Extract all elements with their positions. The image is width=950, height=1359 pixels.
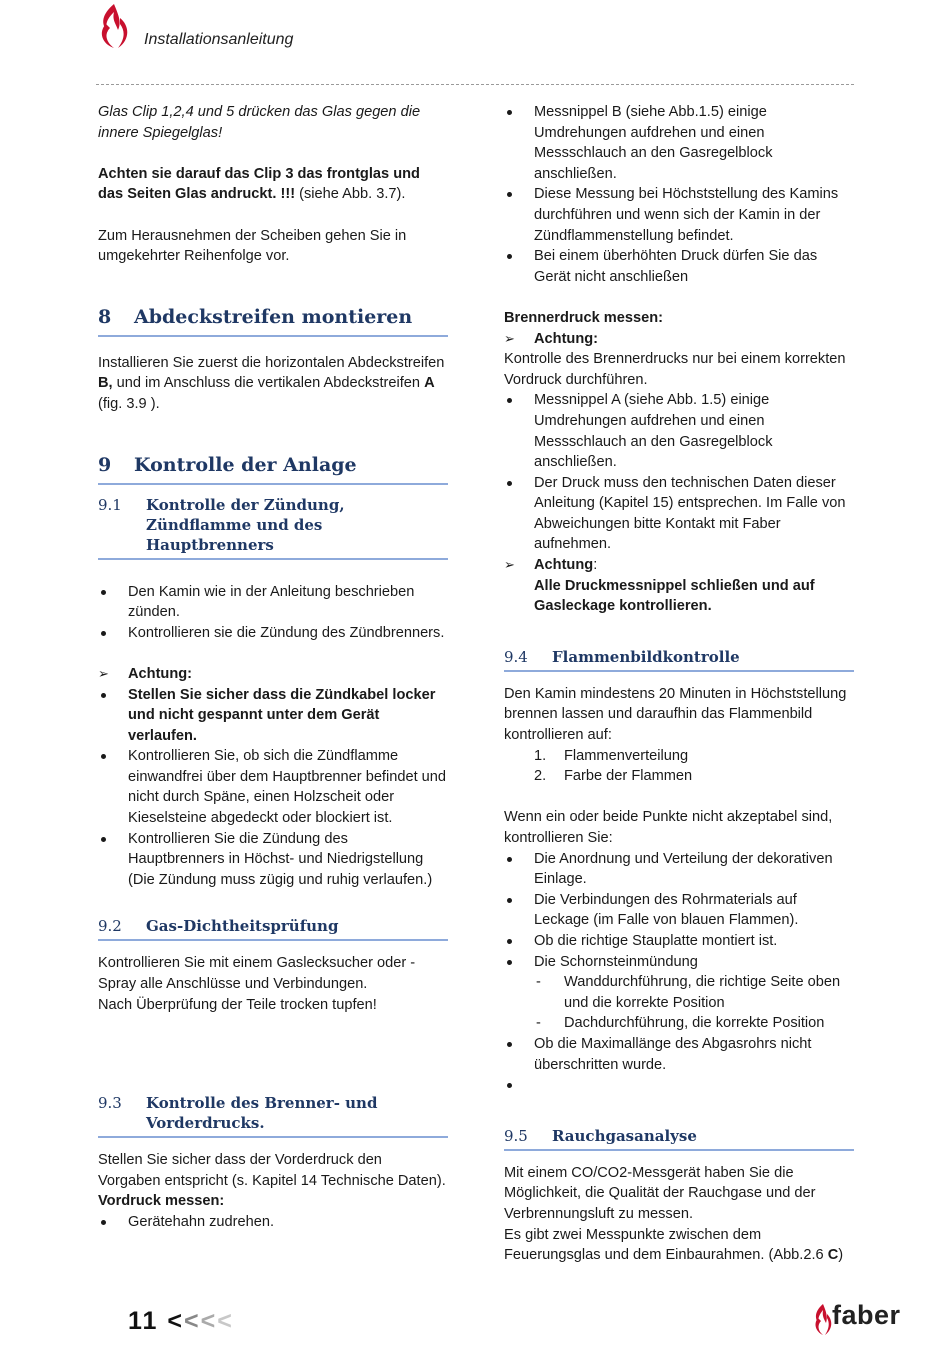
section-8-heading: 8 Abdeckstreifen montieren — [98, 305, 448, 337]
achtung-warning: ➢ Achtung: Alle Druckmessnippel schließen und auf Gasleckage kontrollieren. — [504, 557, 815, 615]
section-9-2-text: Kontrollieren Sie mit einem Gaslecksucher oder -Spray alle Anschlüsse und Verbindungen. — [98, 955, 416, 993]
intro-clip-note: Achten sie darauf das Clip 3 das frontglas und das Seiten Glas andruckt. !!! (siehe Abb. 3.7). — [98, 165, 420, 203]
vordruck-list — [98, 1212, 448, 1233]
dash-item: - Wanddurchführung, die richtige Seite oben und die korrekte Position — [536, 974, 841, 1011]
chevron-left-icon: < — [167, 1307, 184, 1335]
list-item: Messnippel A (siehe Abb. 1.5) einige Umdrehungen aufdrehen und einen Messschlauch an den Gasregelblock anschließen. — [504, 390, 854, 472]
vordruck-label: Vordruck messen: — [98, 1193, 225, 1210]
intro-italic: Glas Clip 1,2,4 und 5 drücken das Glas gegen die innere Spiegelglas! — [98, 104, 421, 141]
list-item: Die Verbindungen des Rohrmaterials auf Leckage (im Falle von blauen Flammen). — [504, 890, 854, 931]
list-item: Ob die Maximallänge des Abgasrohrs nicht überschritten wurde. — [504, 1034, 854, 1075]
list-item: Bei einem überhöhten Druck dürfen Sie das Gerät nicht anschließen — [504, 246, 854, 287]
section-9-5-heading: 9.5 Rauchgasanalyse — [504, 1126, 854, 1151]
flammen-checklist — [504, 746, 854, 787]
list-item: Kontrollieren sie die Zündung des Zündbrenners. — [98, 623, 448, 644]
section-9-5-measure-points: Es gibt zwei Messpunkte zwischen dem Feuerungsglas und dem Einbaurahmen. (Abb.2.6 C) — [504, 1226, 844, 1264]
list-item: Kontrollieren Sie, ob sich die Zündflamme einwandfrei über dem Hauptbrenner befindet und nicht durch Späne, einen Holzscheit oder Kieselsteine abgedeckt oder blockiert ist. — [98, 746, 448, 828]
list-item: Die Anordnung und Verteilung der dekorativen Einlage. — [504, 849, 854, 890]
left-column — [98, 102, 448, 1233]
arrow-bullet-icon: ➢ — [98, 665, 109, 681]
flammen-check-list — [504, 849, 854, 973]
list-item: Stellen Sie sicher dass die Zündkabel locker und nicht gespannt unter dem Gerät verlaufen. — [98, 685, 448, 747]
section-9-3-text: Stellen Sie sicher dass der Vorderdruck den Vorgaben entspricht (s. Kapitel 14 Technische Daten). — [98, 1152, 446, 1189]
faber-brand-logo — [812, 1300, 910, 1339]
section-9-2-heading: 9.2 Gas-Dichtheitsprüfung — [98, 916, 448, 941]
section-9-1-list — [98, 582, 448, 644]
section-9-1-warning-list — [98, 685, 448, 891]
flame-logo-icon — [96, 2, 134, 52]
section-9-2-note: Nach Überprüfung der Teile trocken tupfen! — [98, 996, 377, 1013]
list-item: Diese Messung bei Höchststellung des Kamins durchführen und wenn sich der Kamin in der Zündflammenstellung befindet. — [504, 184, 854, 246]
right-column — [504, 102, 854, 1266]
list-item: Die Schornsteinmündung — [504, 952, 854, 973]
flammen-check-list-2 — [504, 1034, 854, 1096]
list-item — [504, 1075, 854, 1096]
list-item: Den Kamin wie in der Anleitung beschrieben zünden. — [98, 582, 448, 623]
section-9-1-heading: 9.1 Kontrolle der Zündung, Zündflamme und des Hauptbrenners — [98, 495, 448, 560]
list-item: Messnippel B (siehe Abb.1.5) einige Umdrehungen aufdrehen und einen Messschlauch an den Gasregelblock anschließen. — [504, 102, 854, 184]
page-header — [96, 0, 856, 88]
arrow-bullet-icon: ➢ — [504, 557, 515, 573]
page-number: 11 <<<< — [128, 1307, 234, 1335]
chevron-left-icon: < — [217, 1307, 234, 1335]
list-item: 1. Flammenverteilung — [534, 747, 689, 764]
chevron-left-icon: < — [200, 1307, 218, 1335]
arrow-bullet-icon: ➢ — [504, 330, 515, 346]
list-item: 2. Farbe der Flammen — [534, 768, 693, 785]
brennerdruck-label: Brennerdruck messen: — [504, 309, 663, 326]
section-9-4-text: Den Kamin mindestens 20 Minuten in Höchststellung brennen lassen und daraufhin das Flammenbild kontrollieren auf: — [504, 685, 847, 744]
messung-list — [504, 102, 854, 287]
achtung-label: ➢ Achtung: — [504, 329, 854, 350]
flame-brand-icon — [812, 1303, 834, 1337]
section-9-4-heading: 9.4 Flammenbildkontrolle — [504, 647, 854, 672]
document-title: Installationsanleitung — [144, 31, 294, 48]
section-9-3-heading: 9.3 Kontrolle des Brenner- und Vorderdrucks. — [98, 1093, 448, 1138]
list-item: Der Druck muss den technischen Daten dieser Anleitung (Kapitel 15) entsprechen. Im Falle von Abweichungen bitte Kontakt mit Faber aufnehmen. — [504, 473, 854, 555]
section-9-4-check-intro: Wenn ein oder beide Punkte nicht akzeptabel sind, kontrollieren Sie: — [504, 809, 833, 846]
section-9-heading: 9 Kontrolle der Anlage — [98, 453, 448, 485]
section-9-5-text: Mit einem CO/CO2-Messgerät haben Sie die Möglichkeit, die Qualität der Rauchgase und der Verbrennungsluft zu messen. — [504, 1164, 816, 1222]
header-divider — [96, 84, 854, 85]
list-item: Kontrollieren Sie die Zündung des Hauptbrenners in Höchst- und Niedrigstellung (Die Zündung muss zügig und ruhig verlaufen.) — [98, 829, 448, 891]
list-item: Gerätehahn zudrehen. — [98, 1212, 448, 1233]
brand-name: faber — [832, 1300, 901, 1330]
dash-item: - Dachdurchführung, die korrekte Position — [536, 1015, 825, 1032]
intro-remove-note: Zum Herausnehmen der Scheiben gehen Sie in umgekehrter Reihenfolge vor. — [98, 227, 407, 265]
brennerdruck-text: Kontrolle des Brennerdrucks nur bei einem korrekten Vordruck durchführen. — [504, 351, 846, 388]
list-item: Ob die richtige Stauplatte montiert ist. — [504, 931, 854, 952]
section-8-text: Installieren Sie zuerst die horizontalen Abdeckstreifen B, und im Anschluss die vertikalen Abdeckstreifen A (fig. 3.9 ). — [98, 354, 445, 412]
chevron-left-icon: < — [184, 1307, 201, 1335]
brennerdruck-list — [504, 390, 854, 555]
warning-label: ➢ Achtung: — [98, 664, 448, 685]
